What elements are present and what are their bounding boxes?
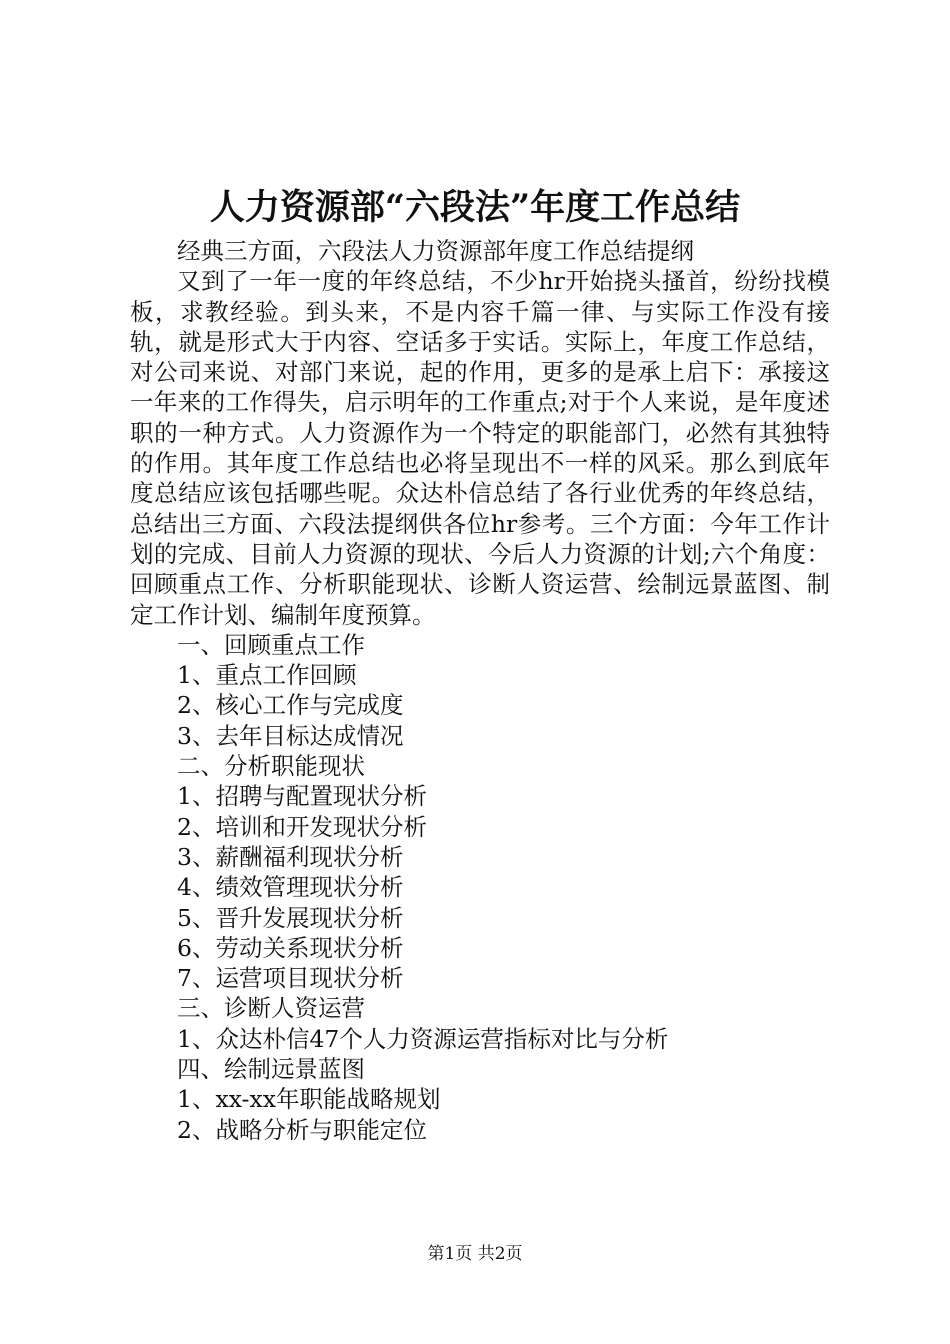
document-body (130, 236, 830, 1145)
outline-item: 6、劳动关系现状分析 (177, 933, 404, 962)
outline-item: 2、战略分析与职能定位 (177, 1115, 427, 1144)
outline-item: 1、xx-xx年职能战略规划 (177, 1085, 441, 1114)
outline-item: 2、培训和开发现状分析 (177, 812, 427, 841)
outline-item: 3、去年目标达成情况 (177, 721, 404, 750)
outline-item: 7、运营项目现状分析 (177, 964, 404, 993)
outline-item: 3、薪酬福利现状分析 (177, 842, 404, 871)
outline-item: 2、核心工作与完成度 (177, 691, 404, 720)
outline-item: 1、重点工作回顾 (177, 661, 357, 690)
subtitle-line: 经典三方面，六段法人力资源部年度工作总结提纲 (177, 237, 694, 265)
outline-item: 1、众达朴信47个人力资源运营指标对比与分析 (177, 1024, 669, 1053)
outline-item: 四、绘制远景蓝图 (177, 1055, 365, 1084)
outline-item: 4、绩效管理现状分析 (177, 873, 404, 902)
outline-item: 5、晋升发展现状分析 (177, 903, 404, 932)
outline-item: 1、招聘与配置现状分析 (177, 782, 427, 811)
outline-item: 三、诊断人资运营 (177, 994, 365, 1023)
document-title: 人力资源部“六段法”年度工作总结 (209, 187, 741, 228)
page-number-footer: 第1页 共2页 (427, 1244, 523, 1264)
outline-item: 二、分析职能现状 (177, 752, 365, 781)
outline-item: 一、回顾重点工作 (177, 630, 365, 659)
intro-paragraph: 又到了一年一度的年终总结，不少hr开始挠头搔首，纷纷找模板，求教经验。到头来，不是内容千篇一律、与实际工作没有接轨，就是形式大于内容、空话多于实话。实际上，年度工作总结，对公司来说、对部门来说，起的作用，更多的是承上启下：承接这一年来的工作得失，启示明年的工作重点;对于个人来说，是年度述职的一种方式。人力资源作为一个特定的职能部门，必然有其独特的作用。其年度工作总结也必将呈现出不一样的风采。那么到底年度总结应该包括哪些呢。众达朴信总结了各行业优秀的年终总结，总结出三方面、六段法提纲供各位hr参考。三个方面：今年工作计划的完成、目前人力资源的现状、今后人力资源的计划;六个角度：回顾重点工作、分析职能现状、诊断人资运营、绘制远景蓝图、制定工作计划、编制年度预算。 (130, 267, 830, 629)
